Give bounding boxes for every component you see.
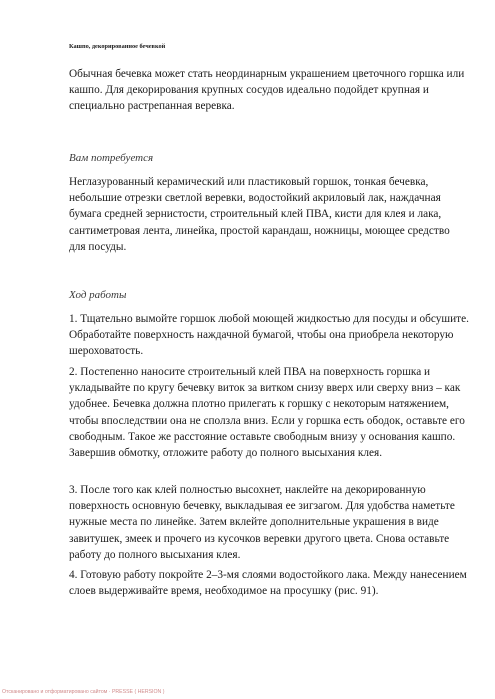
intro-text: Обычная бечевка может стать неординарным украшением цветочного горшка или кашпо. Для декорирования крупных сосудов идеально подойдет крупная и специально растрепанная веревка. xyxy=(69,68,465,113)
step-text: 2. Постепенно наносите строительный клей ПВА на поверхность горшка и укладывайте по кругу бечевку виток за витком снизу вверх или сверху вниз – как удобнее. Бечевка должна плотно прилегать к горшку с некоторым натяжением, чтобы впоследствии она не сползла вниз. Если у горшка есть ободок, оставьте его свободным. Такое же расстояние оставьте свободным внизу у основания кашпо. Завершив обмотку, отложите работу до полного высыхания клея. xyxy=(69,366,465,460)
step-text: 1. Тщательно вымойте горшок любой моющей жидкостью для посуды и обсушите. Обработайте поверхность наждачной бумагой, чтобы она приобрела некоторую шероховатость. xyxy=(69,313,469,358)
materials-text: Неглазурованный керамический или пластиковый горшок, тонкая бечевка, небольшие отрезки светлой веревки, водостойкий акриловый лак, наждачная бумага средней зернистости, строительный клей ПВА, кисти для клея и лака, сантиметровая лента, линейка, простой карандаш, ножницы, моющее средство для посуды. xyxy=(69,176,450,253)
step-2 xyxy=(69,364,469,461)
materials-heading: Вам потребуется xyxy=(69,152,154,164)
step-text: 3. После того как клей полностью высохнет, наклейте на декорированную поверхность основную бечевку, выкладывая ее зигзагом. Для удобства наметьте нужные места по линейке. Затем вклейте дополнительные украшения в виде завитушек, змеек и прочего из кусочков веревки другого цвета. Снова оставьте работу до полного высыхания клея. xyxy=(69,484,455,561)
intro-paragraph xyxy=(69,66,469,115)
step-3 xyxy=(69,482,469,563)
steps-heading: Ход работы xyxy=(69,289,127,301)
materials-paragraph xyxy=(69,174,469,255)
step-4 xyxy=(69,567,469,599)
step-1 xyxy=(69,311,469,360)
scan-watermark: Отсканировано и отформатировано сайтом · PRESSE ( HERSION ) xyxy=(2,689,165,695)
page-title: Кашпо, декорированное бечевкой xyxy=(69,43,166,50)
step-text: 4. Готовую работу покройте 2–3-мя слоями водостойкого лака. Между нанесением слоев выдерживайте время, необходимое на просушку (рис. 91). xyxy=(69,569,467,598)
